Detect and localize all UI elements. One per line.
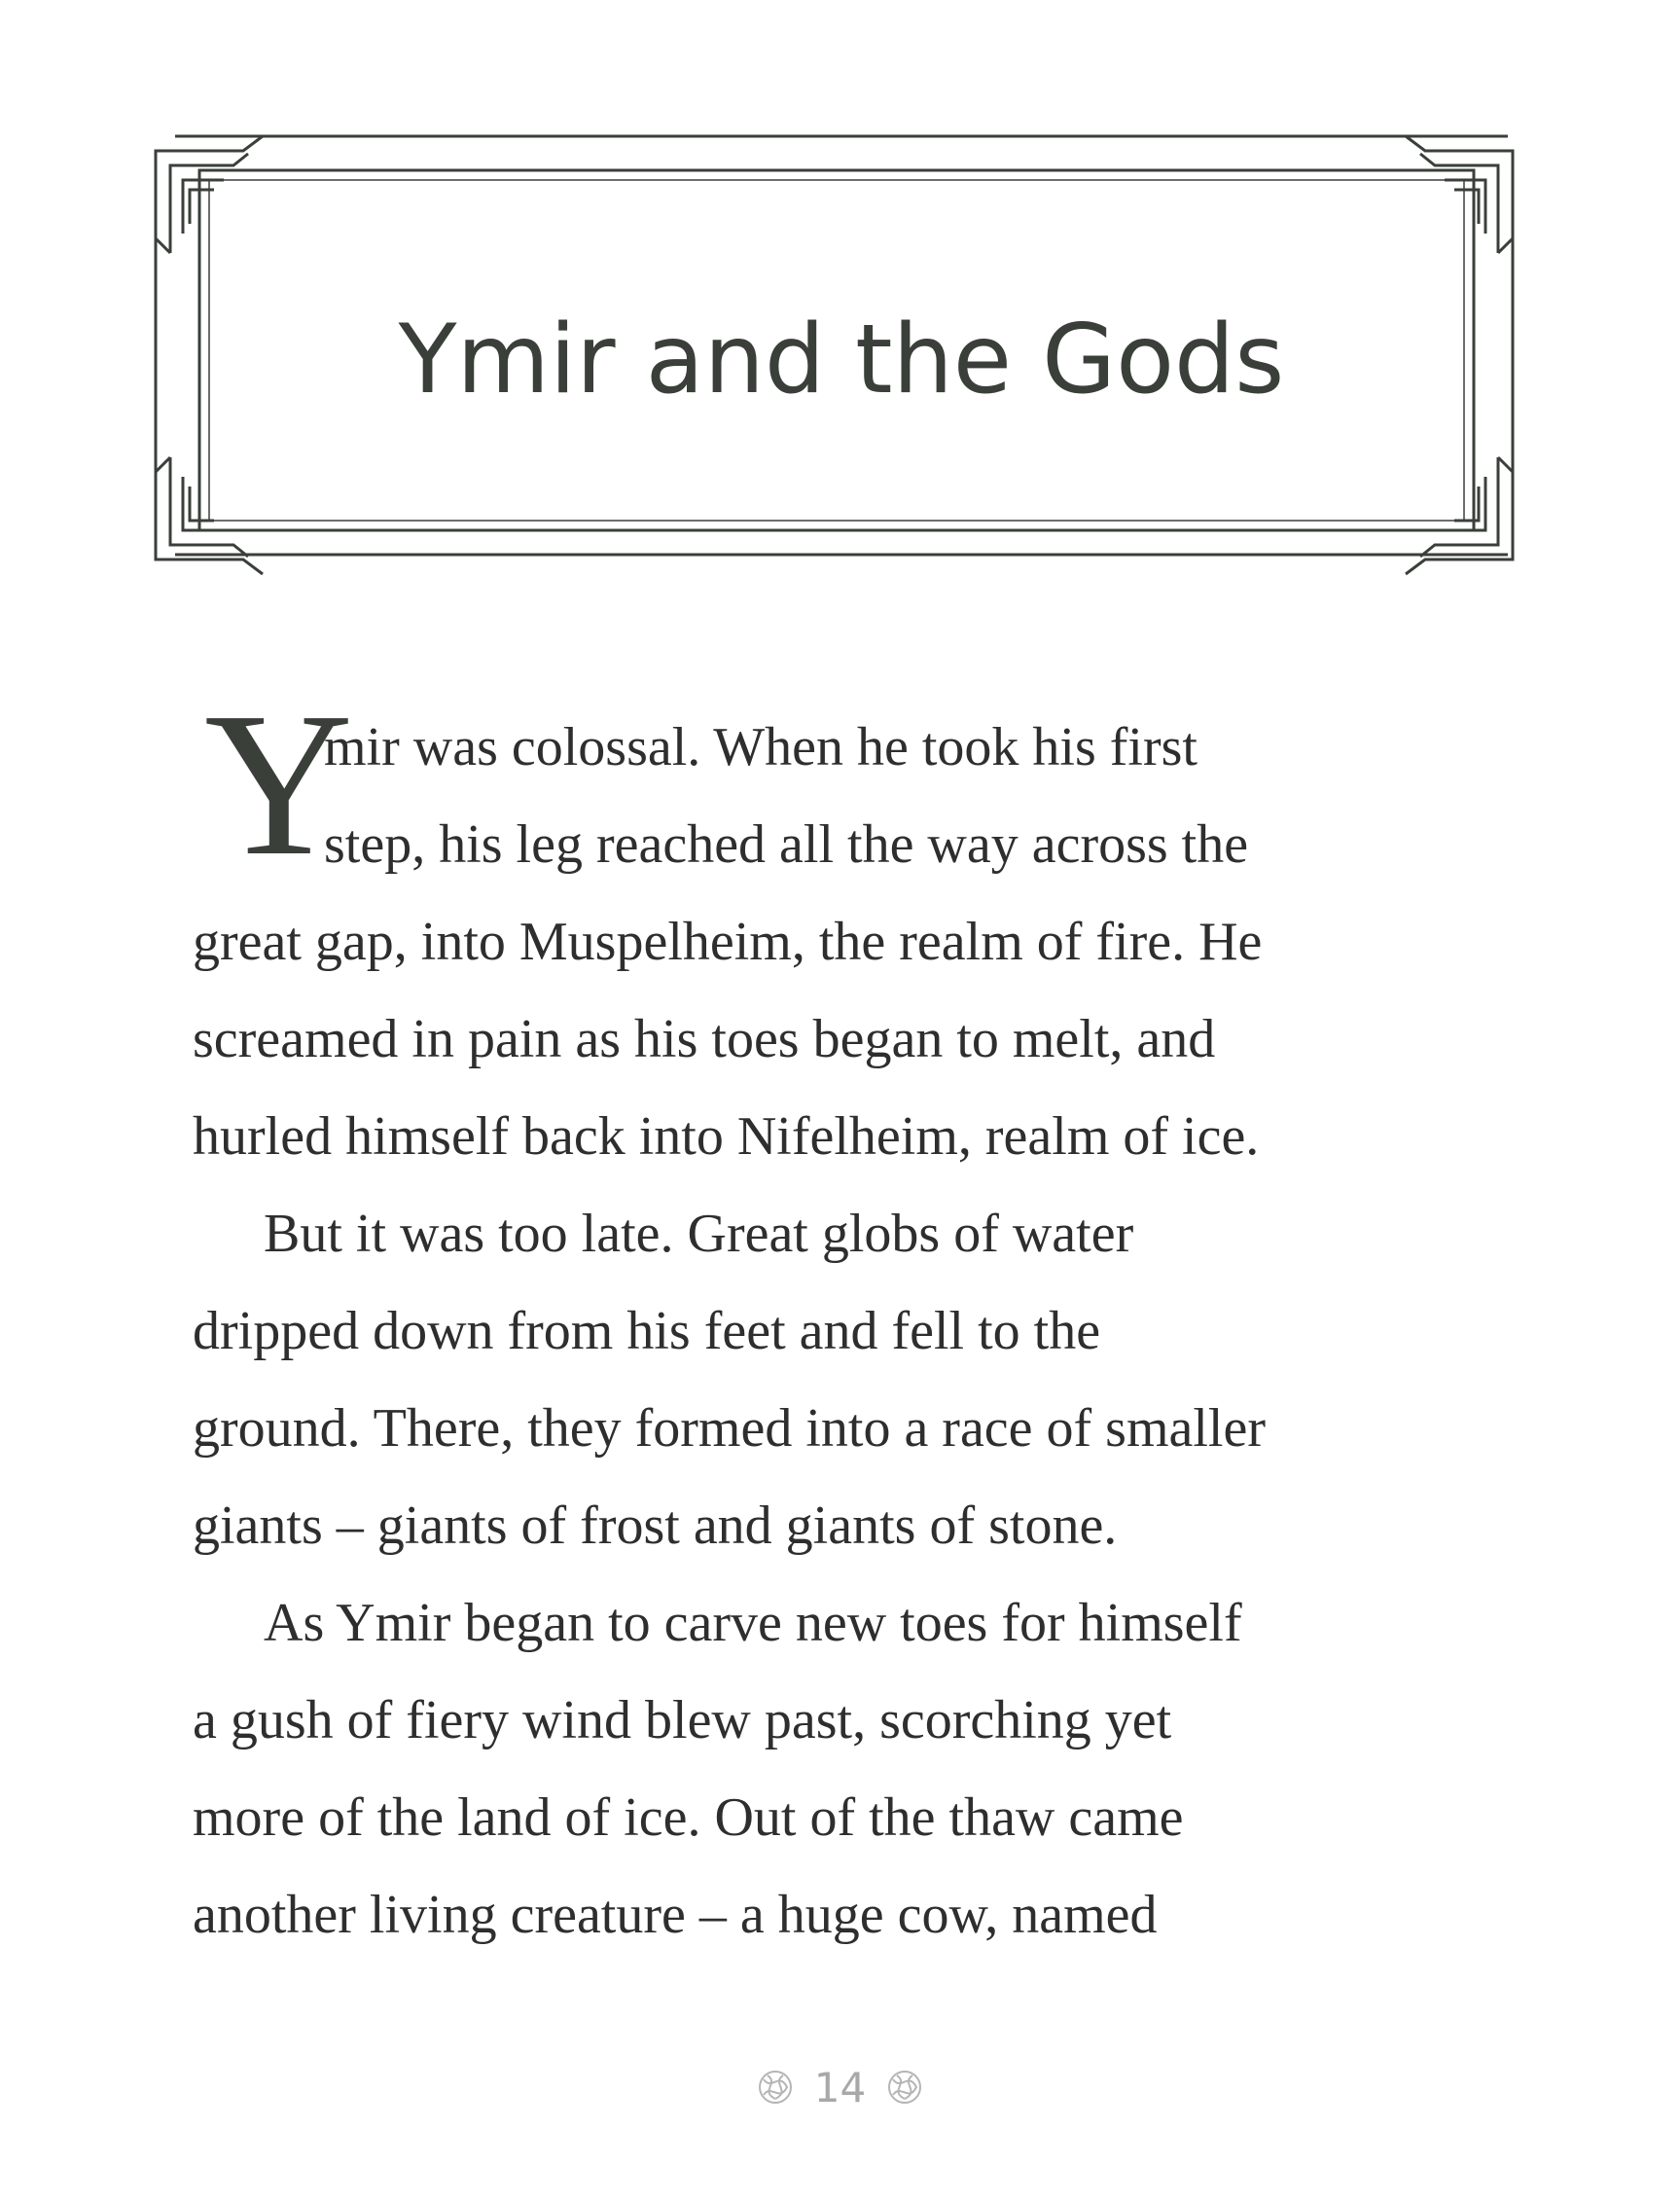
chapter-title: Ymir and the Gods (398, 305, 1285, 415)
text-line: hurled himself back into Nifelheim, realm of ice. (193, 1106, 1260, 1167)
knotwork-ornament-icon (754, 2066, 797, 2109)
knotwork-ornament-icon (883, 2066, 926, 2109)
corner-ornament-top-left (156, 136, 263, 253)
body-text (193, 699, 1496, 1964)
text-line: another living creature – a huge cow, named (193, 1885, 1158, 1945)
text-line: step, his leg reached all the way across the (324, 814, 1249, 875)
text-line: As Ymir began to carve new toes for himself (264, 1593, 1242, 1653)
text-line: ground. There, they formed into a race of smaller (193, 1398, 1266, 1459)
drop-cap: Y (204, 669, 354, 898)
text-line: But it was too late. Great globs of water (264, 1204, 1134, 1264)
text-line: a gush of fiery wind blew past, scorching yet (193, 1690, 1172, 1750)
corner-ornament-bottom-right (1406, 457, 1513, 574)
page-footer (0, 2053, 1680, 2121)
page-number: 14 (813, 2063, 867, 2111)
text-line: giants – giants of frost and giants of stone. (193, 1496, 1118, 1556)
corner-ornament-top-right (1406, 136, 1513, 253)
text-line: dripped down from his feet and fell to the (193, 1301, 1101, 1361)
text-line: mir was colossal. When he took his first (324, 717, 1197, 777)
text-line: screamed in pain as his toes began to melt, and (193, 1009, 1216, 1069)
text-line: more of the land of ice. Out of the thaw came (193, 1787, 1184, 1848)
corner-ornament-bottom-left (156, 457, 263, 574)
text-line: great gap, into Muspelheim, the realm of fire. He (193, 912, 1263, 972)
